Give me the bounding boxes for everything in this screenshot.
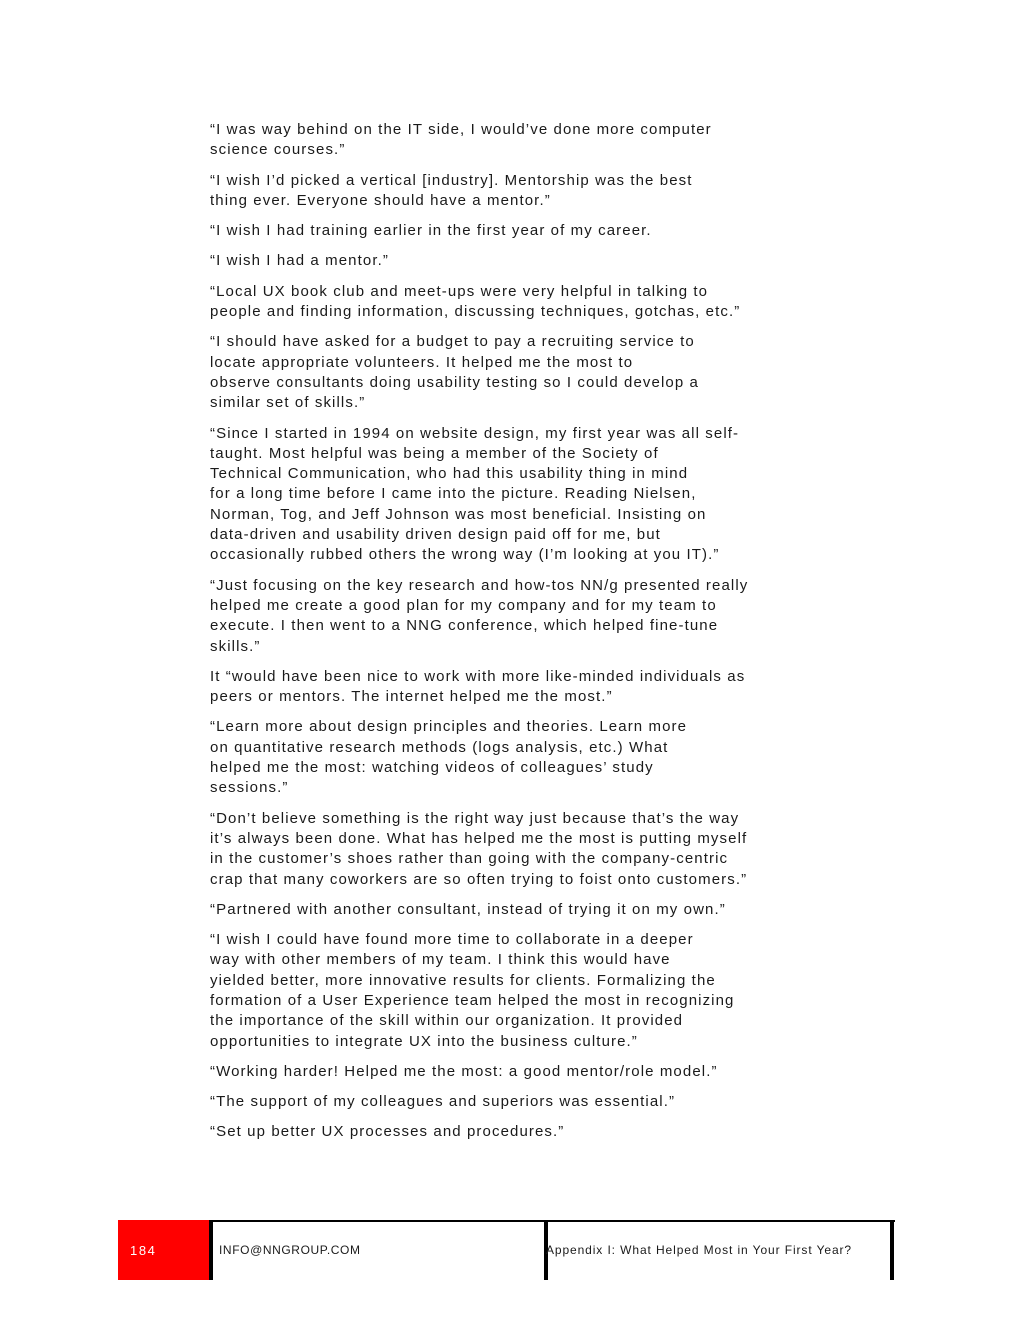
quotes-column — [210, 120, 810, 1153]
quote-paragraph: “I wish I had training earlier in the first year of my career. — [210, 222, 652, 240]
footer-separator — [209, 1220, 213, 1280]
quote-paragraph: “Just focusing on the key research and how-tos NN/g presented really helped me create a good plan for my company and for my team to execute. I then went to a NNG conference, which helped fine-tune skills.” — [210, 576, 749, 655]
contact-email[interactable]: INFO@NNGROUP.COM — [219, 1243, 361, 1257]
quote-paragraph: “The support of my colleagues and superiors was essential.” — [210, 1093, 676, 1111]
footer-separator — [890, 1220, 894, 1280]
section-title: Appendix I: What Helped Most in Your First Year? — [545, 1243, 852, 1257]
page-number-box — [118, 1220, 209, 1280]
quote-paragraph: “I wish I’d picked a vertical [industry]. Mentorship was the best thing ever. Everyone should have a mentor.” — [210, 171, 693, 209]
quote-paragraph: “I wish I had a mentor.” — [210, 252, 389, 270]
quote-paragraph: “Working harder! Helped me the most: a good mentor/role model.” — [210, 1062, 718, 1080]
quote-paragraph: “Set up better UX processes and procedures.” — [210, 1123, 565, 1141]
quote-paragraph: “Don’t believe something is the right way just because that’s the way it’s always been done. What has helped me the most is putting myself in the customer’s shoes rather than going with the company-centric crap that many coworkers are so often trying to foist onto customers.” — [210, 809, 748, 888]
footer-divider — [118, 1220, 895, 1222]
quote-paragraph: It “would have been nice to work with more like-minded individuals as peers or mentors. The internet helped me the most.” — [210, 667, 746, 706]
quote-paragraph: “Learn more about design principles and theories. Learn more on quantitative research methods (logs analysis, etc.) What helped me the most: watching videos of colleagues’ study sessions.” — [210, 718, 688, 797]
quote-paragraph: “I should have asked for a budget to pay a recruiting service to locate appropriate volunteers. It helped me the most to observe consultants doing usability testing so I could develop a similar set of skills.” — [210, 333, 699, 412]
quote-paragraph: “I wish I could have found more time to collaborate in a deeper way with other members of my team. I think this would have yielded better, more innovative results for clients. Formalizing the formation of a User Experience team helped the most in recognizing the importance of the skill within our organization. It provided opportunities to integrate UX into the business culture.” — [210, 931, 735, 1050]
page-number: 184 — [130, 1243, 157, 1258]
quote-paragraph: “Since I started in 1994 on website design, my first year was all self- taught. Most helpful was being a member of the Society of Technical Communication, who had this usability thing in mind for a long time before I came into the picture. Reading Nielsen, Norman, Tog, and Jeff Johnson was most beneficial. Insisting on data-driven and usability driven design paid off for me, but occasionally rubbed others the wrong way (I’m looking at you IT).” — [210, 424, 740, 564]
quote-paragraph: “Local UX book club and meet-ups were very helpful in talking to people and finding information, discussing techniques, gotchas, etc.” — [210, 282, 741, 321]
page-footer — [118, 1220, 895, 1280]
quote-paragraph: “Partnered with another consultant, instead of trying it on my own.” — [210, 900, 726, 918]
quote-paragraph: “I was way behind on the IT side, I would’ve done more computer science courses.” — [210, 121, 712, 159]
